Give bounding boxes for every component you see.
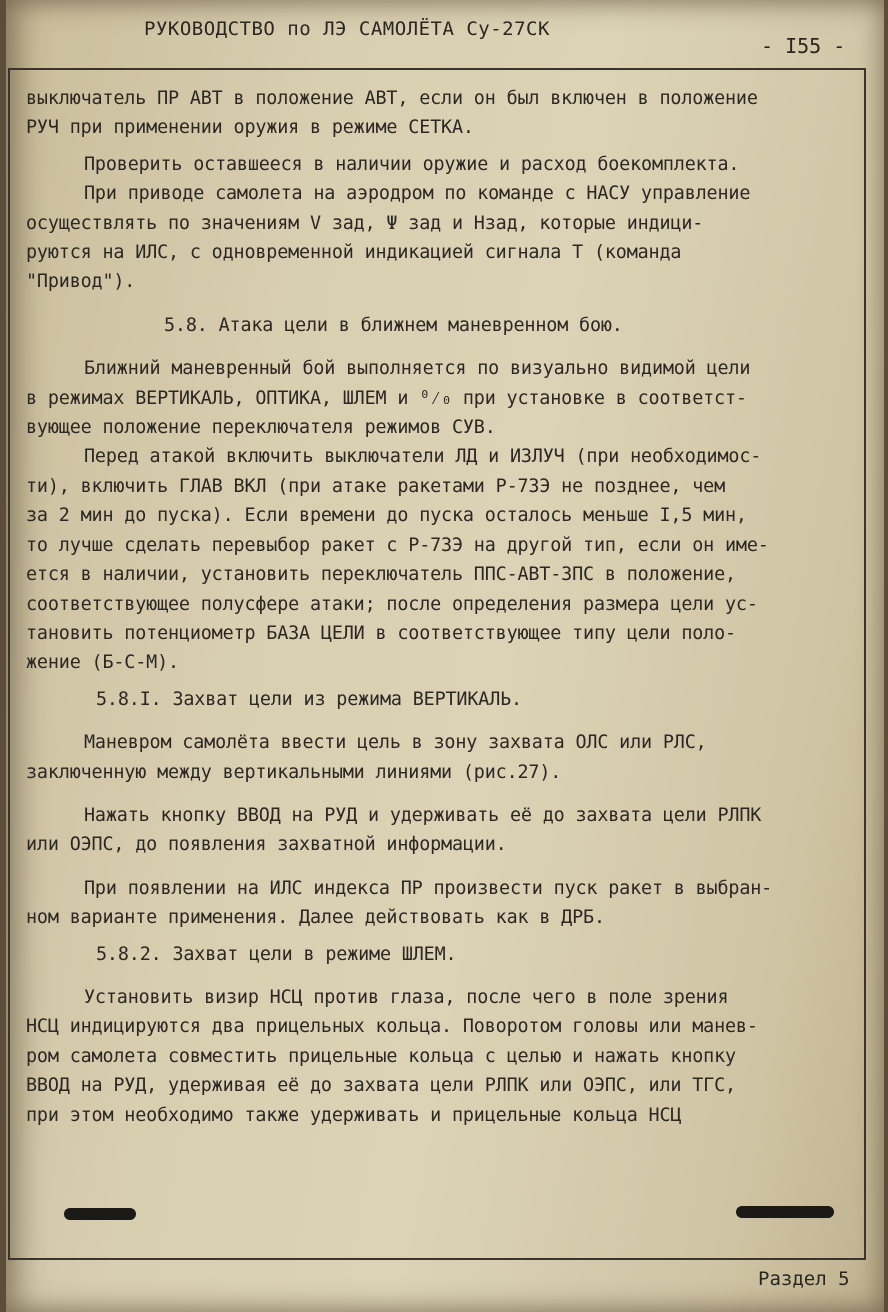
text-line: вующее положение переключателя режимов СУВ.	[26, 417, 496, 439]
section-footer: Раздел 5	[758, 1268, 850, 1290]
section-heading: 5.8. Атака цели в ближнем маневренном бою.	[164, 314, 623, 336]
text-line: ется в наличии, установить переключатель ППС-АВТ-ЗПС в положение,	[26, 564, 736, 586]
ink-mark-left	[64, 1208, 136, 1220]
body-text	[26, 84, 866, 1130]
text-line: Перед атакой включить выключатели ЛД и ИЗЛУЧ (при необходимос-	[84, 446, 762, 468]
text-line: Установить визир НСЦ против глаза, после чего в поле зрения	[84, 986, 729, 1008]
text-line: При приводе самолета на аэродром по команде с НАСУ управление	[84, 183, 751, 205]
text-line: РУЧ при применении оружия в режиме СЕТКА.	[26, 117, 474, 139]
text-line: жение (Б-С-М).	[26, 652, 179, 674]
text-line: ном варианте применения. Далее действовать как в ДРБ.	[26, 907, 605, 929]
text-line: ВВОД на РУД, удерживая её до захвата цели РЛПК или ОЭПС, или ТГС,	[26, 1075, 736, 1097]
text-line: ром самолета совместить прицельные кольца с целью и нажать кнопку	[26, 1045, 736, 1067]
page-number: - I55 -	[761, 34, 846, 58]
subsection-heading: 5.8.I. Захват цели из режима ВЕРТИКАЛЬ.	[96, 688, 522, 710]
document-title: РУКОВОДСТВО по ЛЭ САМОЛЁТА Су-27СК	[144, 18, 550, 40]
document-page	[6, 0, 884, 1312]
ink-mark-right	[736, 1206, 834, 1218]
text-line: При появлении на ИЛС индекса ПР произвести пуск ракет в выбран-	[84, 877, 773, 899]
text-line: заключенную между вертикальными линиями (рис.27).	[26, 761, 562, 783]
text-line: осуществлять по значениям V зад, Ψ зад и Нзад, которые индици-	[26, 212, 704, 234]
subsection-heading: 5.8.2. Захват цели в режиме ШЛЕМ.	[96, 943, 457, 965]
text-line: в режимах ВЕРТИКАЛЬ, ОПТИКА, ШЛЕМ и ⁰⁄₀ при установке в соответст-	[26, 387, 747, 409]
text-line: Маневром самолёта ввести цель в зону захвата ОЛС или РЛС,	[84, 732, 707, 754]
text-line: ти), включить ГЛАВ ВКЛ (при атаке ракетами Р-73Э не позднее, чем	[26, 475, 726, 497]
text-line: выключатель ПР АВТ в положение АВТ, если он был включен в положение	[26, 88, 758, 109]
text-line: Нажать кнопку ВВОД на РУД и удерживать её до захвата цели РЛПК	[84, 804, 762, 826]
text-line: НСЦ индицируются два прицельных кольца. Поворотом головы или манев-	[26, 1016, 758, 1038]
text-line: при этом необходимо также удерживать и прицельные кольца НСЦ	[26, 1104, 682, 1126]
text-line: или ОЭПС, до появления захватной информации.	[26, 834, 507, 856]
text-line: руются на ИЛС, с одновременной индикацией сигнала Т (команда	[26, 242, 682, 264]
text-line: Ближний маневренный бой выполняется по визуально видимой цели	[84, 358, 751, 380]
text-line: за 2 мин до пуска). Если времени до пуска осталось меньше I,5 мин,	[26, 505, 747, 527]
text-line: то лучше сделать перевыбор ракет с Р-73Э на другой тип, если он име-	[26, 534, 769, 556]
text-line: соответствующее полусфере атаки; после определения размера цели ус-	[26, 593, 758, 615]
text-line: Проверить оставшееся в наличии оружие и расход боекомплекта.	[84, 153, 740, 175]
text-line: тановить потенциометр БАЗА ЦЕЛИ в соответствующее типу цели поло-	[26, 622, 736, 644]
text-line: "Привод").	[26, 271, 136, 293]
